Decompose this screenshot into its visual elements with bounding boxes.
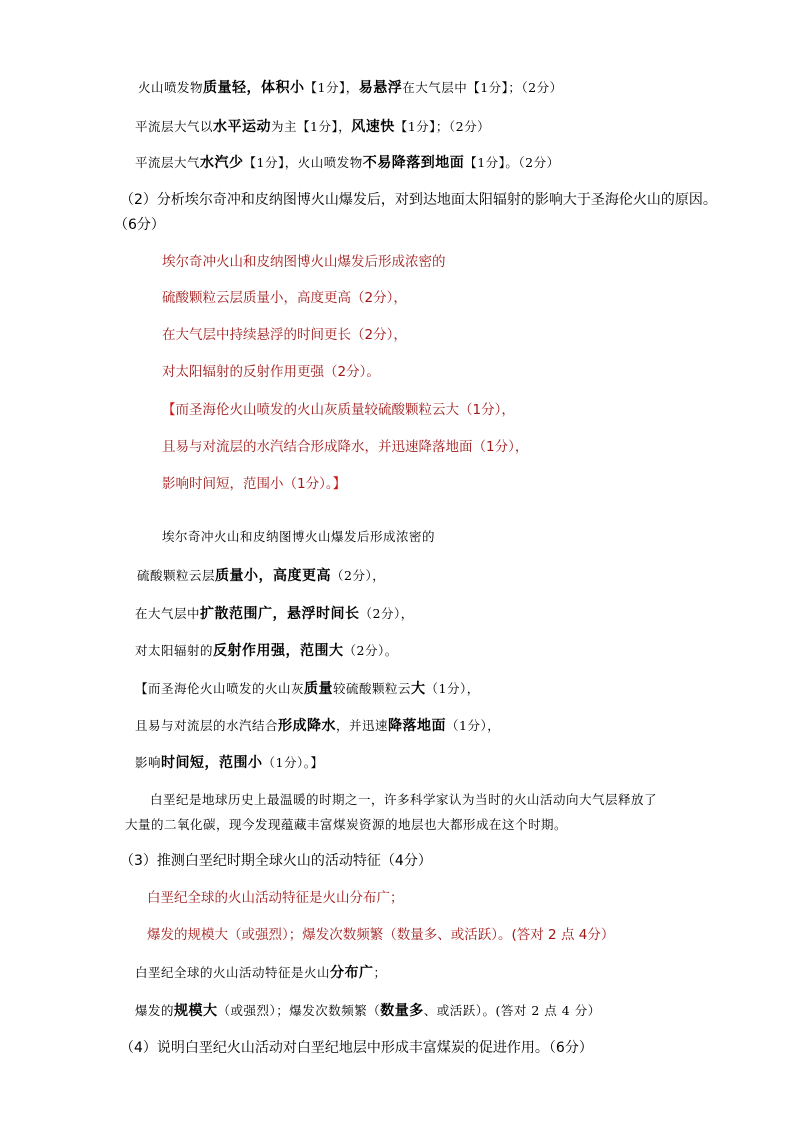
- answer-2-red-line-1: 埃尔奇冲火山和皮纳图博火山爆发后形成浓密的: [162, 254, 446, 270]
- cretaceous-paragraph-line-2: 大量的二氧化碳，现今发现蕴藏丰富煤炭资源的地层也大都形成在这个时期。: [125, 817, 568, 832]
- text-run: 且易与对流层的水汽结合: [135, 718, 279, 733]
- emphasis-text: 水汽少: [200, 155, 244, 171]
- answer-2-hw-line-2: [137, 566, 385, 586]
- text-run: 【1分】。（2分）: [464, 155, 560, 170]
- answer-line-2: [135, 117, 490, 137]
- emphasis-text: 形成降水: [278, 718, 337, 734]
- cretaceous-paragraph-line-1: 白垩纪是地球历史上最温暖的时期之一，许多科学家认为当时的火山活动向大气层释放了: [150, 792, 658, 807]
- answer-2-red-line-4: 对太阳辐射的反射作用更强（2分）。: [162, 364, 380, 380]
- emphasis-text: 质量: [304, 681, 334, 697]
- emphasis-text: 扩散范围广，悬浮时间长: [200, 606, 360, 622]
- answer-2-hw-line-4: [135, 641, 398, 661]
- text-run: ，并迅速: [336, 718, 389, 733]
- answer-3-hw-line-1: [135, 963, 387, 983]
- emphasis-text: 时间短，范围小: [161, 755, 263, 771]
- answer-2-hw-line-3: [135, 604, 414, 624]
- emphasis-text: 水平运动: [213, 119, 272, 135]
- text-run: （或强烈）；爆发次数频繁（: [217, 1003, 381, 1018]
- text-run: 【而圣海伦火山喷发的火山灰: [135, 681, 305, 696]
- answer-line-3: [135, 153, 560, 173]
- emphasis-text: 大: [411, 681, 426, 697]
- emphasis-text: 数量多: [380, 1003, 424, 1019]
- answer-2-red-line-7-text: 影响时间短，范围小（1分）。: [162, 476, 333, 492]
- answer-line-1: [138, 78, 563, 98]
- text-run: 爆发的: [135, 1003, 175, 1018]
- text-run: 在大气层中: [135, 606, 201, 621]
- answer-2-hw-line-1: [162, 527, 435, 547]
- answer-2-red-line-3: 在大气层中持续悬浮的时间更长（2分），: [162, 327, 407, 343]
- emphasis-text: 易悬浮: [358, 80, 403, 96]
- emphasis-text: 规模大: [174, 1003, 218, 1019]
- text-run: 【1分】，火山喷发物: [243, 155, 363, 170]
- text-run: （1分），: [425, 681, 480, 696]
- emphasis-text: 质量小，高度更高: [215, 568, 332, 584]
- question-2-line-2: （6分）: [114, 217, 165, 233]
- text-run: 火山喷发物: [138, 80, 204, 95]
- question-2-line-1: （2）分析埃尔奇冲和皮纳图博火山爆发后，对到达地面太阳辐射的影响大于圣海伦火山的原因。: [120, 192, 717, 208]
- answer-2-red-line-5-text: 而圣海伦火山喷发的火山灰质量较硫酸颗粒云大（1分），: [175, 402, 515, 418]
- emphasis-text: 反射作用强，范围大: [213, 643, 344, 659]
- emphasis-text: 质量轻，体积小: [203, 80, 305, 96]
- text-run: 、或活跃）。(答对 2 点 4 分）: [423, 1003, 601, 1018]
- text-run: 在大气层中【1分】；（2分）: [402, 80, 563, 95]
- text-run: 白垩纪全球的火山活动特征是火山: [135, 965, 331, 980]
- close-bracket: 】: [332, 476, 347, 492]
- answer-2-red-line-7: [162, 474, 346, 494]
- text-run: 平流层大气以: [135, 119, 214, 134]
- answer-2-hw-line-6: [135, 716, 500, 736]
- text-run: （2分），: [331, 568, 386, 583]
- text-run: 硫酸颗粒云层: [137, 568, 216, 583]
- answer-3-hw-line-2: [135, 1001, 601, 1021]
- question-3-title: （3）推测白垩纪时期全球火山的活动特征（4分）: [120, 853, 432, 869]
- answer-3-red-line-1: 白垩纪全球的火山活动特征是火山分布广；: [147, 890, 404, 906]
- text-run: 【1分】；（2分）: [394, 119, 491, 134]
- text-run: 较硫酸颗粒云: [333, 681, 412, 696]
- question-4-title: （4）说明白垩纪火山活动对白垩纪地层中形成丰富煤炭的促进作用。（6分）: [120, 1040, 593, 1056]
- emphasis-text: 不易降落到地面: [362, 155, 465, 171]
- text-run: 埃尔奇冲火山和皮纳图博火山爆发后形成浓密的: [162, 529, 436, 544]
- text-run: 对太阳辐射的: [135, 643, 214, 658]
- answer-2-red-line-5: [162, 400, 515, 420]
- answer-2-red-line-6: 且易与对流层的水汽结合形成降水，并迅速降落地面（1分），: [162, 439, 529, 455]
- text-run: 【1分】，: [304, 80, 359, 95]
- text-run: 平流层大气: [135, 155, 201, 170]
- answer-2-hw-line-5: [135, 679, 480, 699]
- text-run: （2分），: [359, 606, 414, 621]
- answer-2-hw-line-7: [135, 753, 323, 773]
- text-run: 影响: [135, 755, 162, 770]
- text-run: （2分）。: [343, 643, 398, 658]
- emphasis-text: 风速快: [351, 119, 395, 135]
- answer-3-red-line-2: 爆发的规模大（或强烈）；爆发次数频繁（数量多、或活跃）。(答对 2 点 4分）: [147, 927, 615, 943]
- open-bracket: 【: [162, 402, 176, 418]
- answer-2-red-line-2: 硫酸颗粒云层质量小，高度更高（2分），: [162, 290, 407, 306]
- emphasis-text: 分布广: [330, 965, 374, 981]
- text-run: （1分）。】: [262, 755, 324, 770]
- text-run: （1分），: [446, 718, 501, 733]
- text-run: 为主【1分】，: [271, 119, 352, 134]
- emphasis-text: 降落地面: [388, 718, 447, 734]
- text-run: ；: [373, 965, 387, 980]
